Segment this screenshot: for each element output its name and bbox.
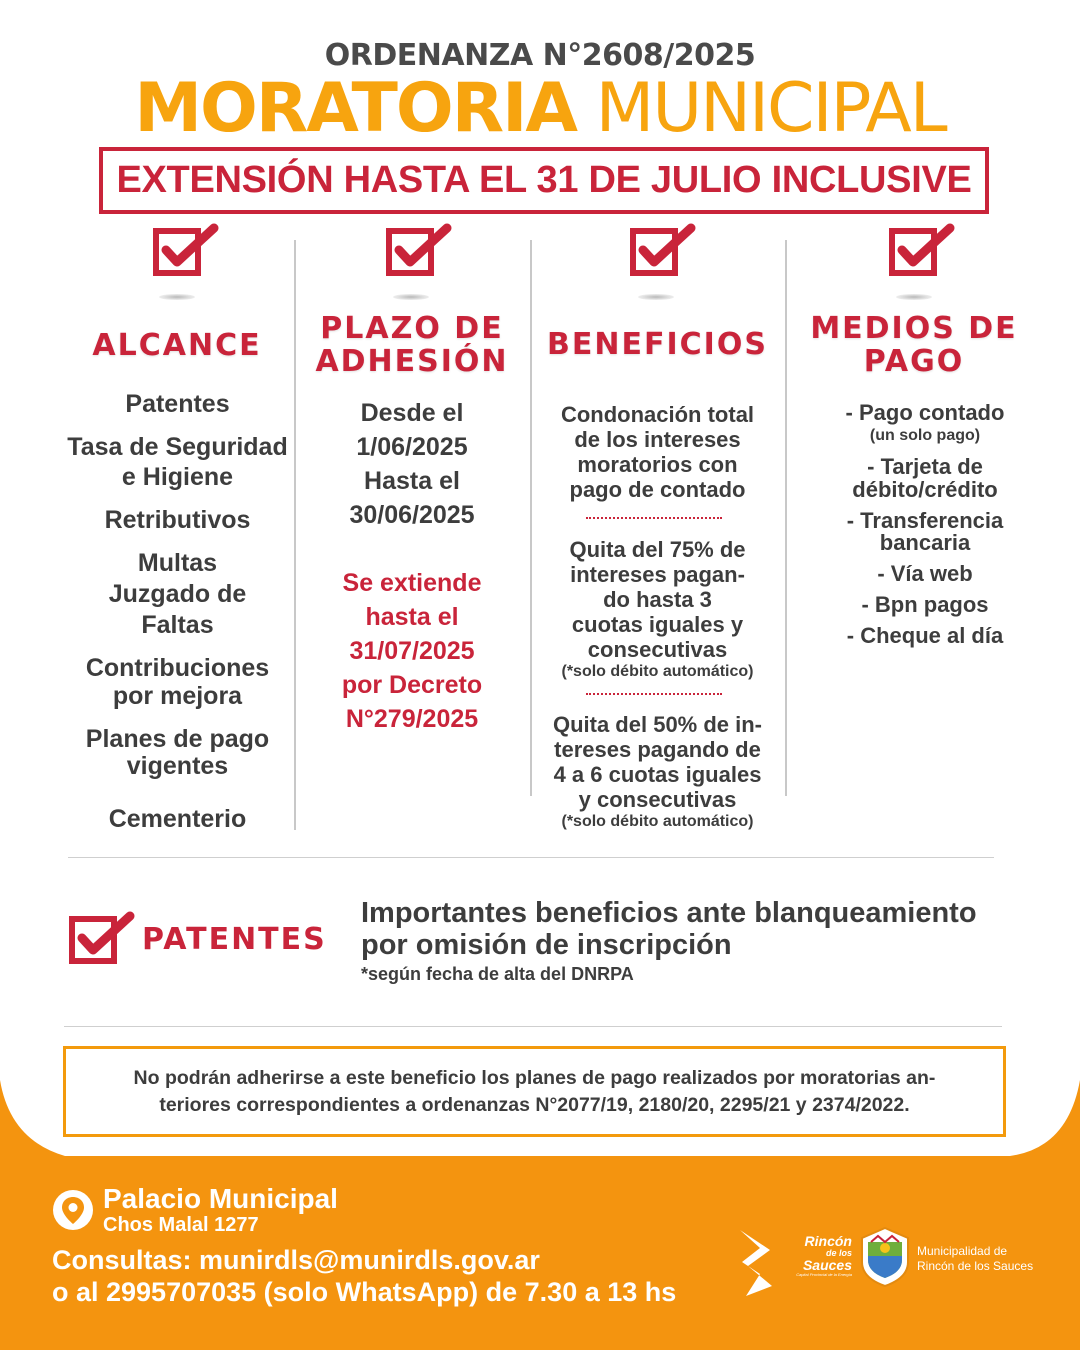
logo-line: Rincón (804, 1233, 852, 1249)
alcance-item: Multas (137, 549, 218, 577)
alcance-item: Juzgado de (108, 580, 247, 608)
medio-item: - Transferencia (846, 508, 1004, 533)
beneficio-line: pago de contado (569, 477, 746, 502)
plazo-line: Desde el (360, 399, 464, 427)
alcance-item: Cementerio (108, 805, 247, 833)
patentes-note: *según fecha de alta del DNRPA (361, 964, 634, 984)
plazo-extension (298, 566, 526, 736)
medios-title-line: PAGO (863, 344, 965, 379)
shadow-decoration (638, 294, 674, 300)
medios-title (790, 312, 1038, 378)
medio-item: - Tarjeta de (867, 454, 983, 479)
notice-box (63, 1046, 1006, 1137)
plazo-line: 30/06/2025 (349, 501, 475, 529)
plazo-line: 1/06/2025 (356, 433, 468, 461)
footer-contact-email[interactable]: Consultas: munirdls@munirdls.gov.ar (52, 1245, 540, 1275)
plazo-dates (298, 396, 526, 532)
alcance-item: Contribuciones (85, 654, 270, 682)
column-divider (785, 240, 787, 796)
beneficio-line: intereses pagan- (570, 562, 745, 587)
location-pin-icon (52, 1189, 94, 1231)
beneficio-line: Quita del 50% de in- (552, 712, 763, 737)
patentes-headline (361, 897, 1041, 961)
title-regular: MUNICIPAL (595, 69, 946, 148)
municipal-seal-icon (858, 1226, 912, 1288)
patentes-label: PATENTES (142, 922, 327, 957)
section-divider (68, 857, 994, 858)
plazo-title-line: ADHESIÓN (315, 344, 509, 379)
alcance-item: por mejora (112, 682, 243, 710)
medios-title-line: MEDIOS DE (810, 311, 1018, 346)
ordinance-number: ORDENANZA N°2608/2025 (324, 38, 756, 73)
dotted-separator (586, 517, 722, 519)
patentes-headline-line: por omisión de inscripción (361, 929, 732, 961)
medio-item: débito/crédito (852, 477, 998, 502)
medio-item: - Cheque al día (846, 623, 1004, 648)
logo-tagline: Capital Provincial de la Energía (796, 1272, 852, 1277)
notice-text (85, 1065, 985, 1119)
beneficio-line: Quita del 75% de (569, 537, 746, 562)
plazo-title-line: PLAZO DE (320, 311, 504, 346)
column-divider (530, 240, 532, 796)
footer-place: Palacio Municipal (103, 1183, 338, 1214)
plazo-extension-line: Se extiende (342, 569, 482, 597)
beneficio-note: (*solo débito automático) (561, 663, 754, 680)
muni-line: Municipalidad de (917, 1244, 1008, 1258)
beneficio-line: Condonación total (560, 402, 755, 427)
shadow-decoration (896, 294, 932, 300)
medio-note: (un solo pago) (869, 427, 981, 444)
alcance-item: Tasa de Seguridad (67, 433, 288, 461)
beneficio-note: (*solo débito automático) (561, 813, 754, 830)
notice-line: teriores correspondientes a ordenanzas N°2077/19, 2180/20, 2295/21 y 2374/2022. (159, 1093, 910, 1116)
plazo-line: Hasta el (364, 467, 460, 495)
logo-line: de los (825, 1248, 852, 1258)
title-bold: MORATORIA (134, 69, 577, 148)
alcance-item: Patentes (125, 390, 230, 418)
beneficio-block (535, 402, 780, 502)
beneficio-line: 4 a 6 cuotas iguales (553, 762, 762, 787)
checkbox-icon (152, 222, 222, 278)
muni-line: Rincón de los Sauces (917, 1259, 1034, 1273)
beneficio-block (535, 712, 780, 831)
plazo-extension-line: N°279/2025 (345, 705, 479, 733)
checkbox-icon (385, 222, 455, 278)
patentes-headline-line: Importantes beneficios ante blanqueamiento (361, 897, 977, 929)
footer-contact-phone[interactable]: o al 2995707035 (solo WhatsApp) de 7.30 a 13 hs (52, 1277, 677, 1307)
medio-item: - Bpn pagos (861, 592, 989, 617)
medio-item: - Pago contado (845, 400, 1005, 425)
footer-address: Chos Malal 1277 (103, 1214, 259, 1236)
shadow-decoration (159, 294, 195, 300)
beneficio-block (535, 537, 780, 681)
rincon-logo-text (772, 1234, 852, 1278)
extension-banner (99, 147, 989, 214)
beneficio-line: y consecutivas (578, 787, 737, 812)
dotted-separator (586, 693, 722, 695)
alcance-item: Retributivos (104, 506, 251, 534)
beneficios-title: BENEFICIOS (547, 327, 768, 362)
alcance-item: Planes de pago (85, 725, 270, 753)
alcance-title: ALCANCE (92, 328, 262, 363)
beneficio-line: cuotas iguales y (571, 612, 744, 637)
beneficio-line: de los intereses (574, 427, 741, 452)
beneficio-line: tereses pagando de (554, 737, 761, 762)
plazo-extension-line: 31/07/2025 (349, 637, 475, 665)
notice-line: No podrán adherirse a este beneficio los planes de pago realizados por moratorias an- (133, 1066, 936, 1089)
checkbox-icon (888, 222, 958, 278)
alcance-item: e Higiene (121, 463, 234, 491)
medio-item: - Vía web (877, 561, 973, 586)
plazo-extension-line: por Decreto (341, 671, 483, 699)
alcance-item: Faltas (141, 611, 214, 639)
extension-text: EXTENSIÓN HASTA EL 31 DE JULIO INCLUSIVE (116, 159, 972, 201)
checkbox-icon (68, 910, 138, 966)
section-divider (64, 1026, 1002, 1027)
plazo-title (298, 312, 526, 378)
beneficio-line: consecutivas (587, 637, 728, 662)
main-title (0, 66, 1080, 152)
medio-item: bancaria (879, 530, 971, 555)
checkbox-icon (629, 222, 699, 278)
logo-line: Sauces (802, 1257, 852, 1273)
plazo-extension-line: hasta el (365, 603, 459, 631)
beneficio-line: moratorios con (577, 452, 738, 477)
shadow-decoration (393, 294, 429, 300)
alcance-item: vigentes (126, 752, 229, 780)
municipality-name (917, 1244, 1067, 1274)
beneficio-line: do hasta 3 (603, 587, 712, 612)
